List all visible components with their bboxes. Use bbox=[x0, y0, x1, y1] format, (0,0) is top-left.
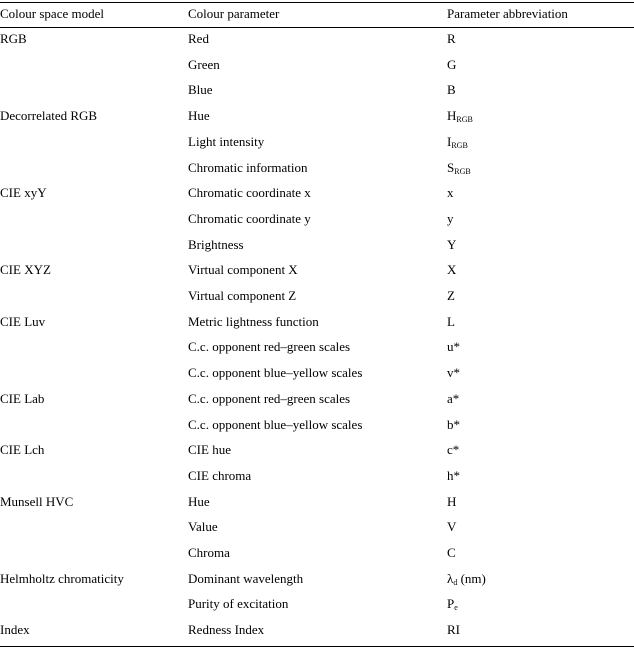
cell-colour-parameter: Brightness bbox=[188, 236, 244, 252]
cell-parameter-abbreviation bbox=[447, 57, 456, 73]
cell-parameter-abbreviation bbox=[447, 211, 454, 227]
abbreviation-subscript: RGB bbox=[451, 140, 468, 150]
table-row bbox=[0, 160, 634, 186]
abbreviation-symbol: L bbox=[447, 313, 455, 329]
cell-colour-parameter: Hue bbox=[188, 493, 210, 509]
table-bottom-rule bbox=[0, 646, 634, 647]
cell-parameter-abbreviation bbox=[447, 314, 455, 330]
cell-colour-space-model: Index bbox=[0, 622, 30, 638]
abbreviation-symbol: y bbox=[447, 210, 454, 226]
cell-parameter-abbreviation bbox=[447, 108, 473, 126]
cell-colour-parameter: Chromatic information bbox=[188, 159, 308, 175]
abbreviation-symbol: Y bbox=[447, 236, 457, 252]
cell-colour-parameter: C.c. opponent blue–yellow scales bbox=[188, 365, 363, 381]
cell-colour-parameter: Redness Index bbox=[188, 622, 265, 638]
cell-parameter-abbreviation bbox=[447, 596, 458, 614]
cell-parameter-abbreviation bbox=[447, 82, 456, 98]
table-row bbox=[0, 237, 634, 263]
cell-colour-space-model: CIE Lch bbox=[0, 442, 45, 458]
cell-parameter-abbreviation bbox=[447, 622, 460, 638]
table-row bbox=[0, 82, 634, 108]
cell-colour-parameter: CIE chroma bbox=[188, 467, 252, 483]
abbreviation-symbol: P bbox=[447, 596, 455, 612]
cell-parameter-abbreviation bbox=[447, 288, 455, 304]
cell-parameter-abbreviation bbox=[447, 160, 471, 178]
abbreviation-symbol: R bbox=[447, 31, 456, 46]
table-row bbox=[0, 365, 634, 391]
cell-parameter-abbreviation bbox=[447, 417, 460, 433]
abbreviation-symbol: h* bbox=[447, 467, 460, 483]
abbreviation-subscript: RGB bbox=[456, 115, 473, 125]
cell-colour-parameter: Chromatic coordinate y bbox=[188, 210, 311, 226]
header-colour-parameter: Colour parameter bbox=[188, 6, 280, 21]
cell-colour-parameter: Virtual component X bbox=[188, 262, 298, 278]
cell-colour-space-model: CIE Luv bbox=[0, 313, 46, 329]
cell-colour-space-model: Helmholtz chromaticity bbox=[0, 570, 124, 586]
abbreviation-symbol: v* bbox=[447, 365, 460, 381]
table-row bbox=[0, 108, 634, 134]
abbreviation-symbol: Z bbox=[447, 288, 455, 303]
abbreviation-symbol: X bbox=[447, 262, 457, 278]
cell-parameter-abbreviation bbox=[447, 339, 460, 355]
cell-colour-space-model: CIE Lab bbox=[0, 390, 45, 406]
cell-colour-parameter: Chroma bbox=[188, 545, 230, 560]
cell-parameter-abbreviation bbox=[447, 519, 456, 535]
abbreviation-symbol: λ bbox=[447, 570, 454, 586]
abbreviation-symbol: S bbox=[447, 159, 455, 175]
abbreviation-symbol: G bbox=[447, 56, 457, 72]
cell-parameter-abbreviation bbox=[447, 134, 468, 152]
table-header-rule bbox=[0, 27, 634, 28]
table-row bbox=[0, 442, 634, 468]
cell-parameter-abbreviation bbox=[447, 185, 454, 201]
abbreviation-symbol: H bbox=[447, 108, 457, 124]
cell-colour-parameter: Virtual component Z bbox=[188, 288, 297, 303]
cell-colour-space-model: CIE xyY bbox=[0, 185, 47, 201]
abbreviation-symbol: RI bbox=[447, 622, 460, 638]
table-row bbox=[0, 134, 634, 160]
cell-colour-parameter: CIE hue bbox=[188, 442, 231, 458]
table-row bbox=[0, 545, 634, 571]
abbreviation-symbol: x bbox=[447, 185, 454, 201]
cell-parameter-abbreviation bbox=[447, 237, 456, 253]
abbreviation-subscript: RGB bbox=[454, 166, 471, 176]
table-row bbox=[0, 622, 634, 648]
table-row bbox=[0, 185, 634, 211]
abbreviation-subscript: d bbox=[453, 577, 458, 587]
abbreviation-symbol: b* bbox=[447, 416, 460, 432]
abbreviation-symbol: c* bbox=[447, 442, 460, 458]
table-row bbox=[0, 494, 634, 520]
table-row bbox=[0, 519, 634, 545]
cell-parameter-abbreviation bbox=[447, 365, 460, 381]
cell-colour-space-model: Decorrelated RGB bbox=[0, 108, 98, 124]
cell-parameter-abbreviation bbox=[447, 31, 456, 47]
abbreviation-symbol: u* bbox=[447, 339, 460, 355]
table-row bbox=[0, 262, 634, 288]
table-row bbox=[0, 391, 634, 417]
cell-colour-parameter: Metric lightness function bbox=[188, 313, 319, 329]
abbreviation-symbol: C bbox=[447, 545, 456, 560]
cell-colour-space-model: RGB bbox=[0, 31, 27, 46]
table-row bbox=[0, 417, 634, 443]
cell-parameter-abbreviation bbox=[447, 391, 459, 407]
cell-colour-space-model: Munsell HVC bbox=[0, 493, 74, 509]
table-row bbox=[0, 596, 634, 622]
cell-colour-parameter: C.c. opponent red–green scales bbox=[188, 390, 351, 406]
table-row bbox=[0, 468, 634, 494]
table-top-rule bbox=[0, 2, 634, 3]
cell-colour-parameter: Hue bbox=[188, 108, 210, 124]
header-colour-space-model: Colour space model bbox=[0, 6, 104, 21]
cell-colour-parameter: Dominant wavelength bbox=[188, 570, 304, 586]
table-row bbox=[0, 314, 634, 340]
cell-colour-parameter: C.c. opponent red–green scales bbox=[188, 339, 351, 355]
cell-parameter-abbreviation bbox=[447, 442, 459, 458]
cell-colour-parameter: Purity of excitation bbox=[188, 596, 289, 612]
header-parameter-abbreviation: Parameter abbreviation bbox=[447, 6, 568, 21]
cell-colour-parameter: Blue bbox=[188, 82, 213, 98]
cell-parameter-abbreviation bbox=[447, 571, 486, 589]
table-row bbox=[0, 57, 634, 83]
table-row bbox=[0, 211, 634, 237]
abbreviation-symbol: a* bbox=[447, 390, 460, 406]
cell-colour-parameter: C.c. opponent blue–yellow scales bbox=[188, 416, 363, 432]
cell-parameter-abbreviation bbox=[447, 494, 456, 510]
abbreviation-symbol: I bbox=[447, 133, 452, 149]
table-row bbox=[0, 288, 634, 314]
cell-parameter-abbreviation bbox=[447, 468, 460, 484]
cell-colour-parameter: Value bbox=[188, 519, 218, 535]
cell-colour-space-model: CIE XYZ bbox=[0, 262, 51, 278]
table-row bbox=[0, 339, 634, 365]
cell-parameter-abbreviation bbox=[447, 545, 456, 561]
abbreviation-symbol: V bbox=[447, 519, 457, 535]
cell-colour-parameter: Green bbox=[188, 56, 220, 72]
cell-parameter-abbreviation bbox=[447, 262, 456, 278]
cell-colour-parameter: Red bbox=[188, 31, 209, 46]
abbreviation-symbol: B bbox=[447, 82, 456, 98]
abbreviation-unit: (nm) bbox=[457, 570, 486, 586]
abbreviation-subscript: e bbox=[454, 603, 458, 613]
cell-colour-parameter: Light intensity bbox=[188, 133, 265, 149]
abbreviation-symbol: H bbox=[447, 493, 457, 509]
table-row bbox=[0, 571, 634, 597]
cell-colour-parameter: Chromatic coordinate x bbox=[188, 185, 311, 201]
table-row bbox=[0, 31, 634, 57]
